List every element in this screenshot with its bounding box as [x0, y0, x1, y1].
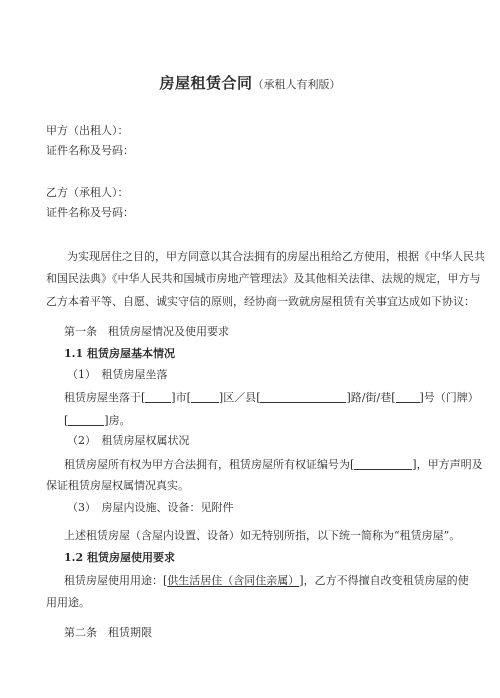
item-3-label: （3） 房屋内设施、设备：见附件: [67, 501, 234, 514]
ownership-prefix: 租赁房屋所有权为甲方合法拥有，租赁房屋所有权证编号为: [64, 458, 350, 471]
road-blank[interactable]: [260, 390, 346, 403]
party-b-label: 乙方（承租人）：: [46, 186, 129, 199]
usage-value[interactable]: 供生活居住（含同住亲属）: [167, 574, 300, 587]
item-1-label: （1） 租赁房屋坐落: [67, 368, 168, 381]
room-blank[interactable]: [68, 413, 104, 426]
district-blank[interactable]: [191, 390, 219, 403]
preamble-line-1: 为实现居住之目的，甲方同意以其合法拥有的房屋出租给乙方使用，根据《中华人民共: [67, 250, 485, 263]
title-main: 房屋租赁合同: [159, 74, 253, 92]
party-b-id-label: 证件名称及号码：: [46, 206, 134, 219]
address-room-line: [ ]房。: [64, 414, 131, 427]
address-road-suffix: 路/街/巷: [350, 391, 392, 404]
address-line: 租赁房屋坐落于[ ]市[ ]区／县[ ]路/街/巷[ ]号（门牌）: [64, 391, 479, 404]
certificate-number-blank[interactable]: [354, 457, 412, 470]
article-2-heading: 第二条 租赁期限: [64, 626, 152, 639]
document-title: [0, 72, 500, 93]
usage-prefix: 租赁房屋使用用途：: [64, 574, 163, 587]
usage-suffix: ，乙方不得擅自改变租赁房屋的使: [303, 574, 469, 587]
address-city-suffix: 市: [175, 391, 187, 404]
address-prefix: 租赁房屋坐落于: [64, 391, 141, 404]
section-1-1-heading: 1.1 租赁房屋基本情况: [64, 347, 175, 360]
ownership-line-1: 租赁房屋所有权为甲方合法拥有，租赁房屋所有权证编号为[ ]，甲方声明及: [64, 458, 483, 471]
usage-line-1: 租赁房屋使用用途：[供生活居住（含同住亲属）]，乙方不得擅自改变租赁房屋的使: [64, 574, 469, 587]
party-a-label: 甲方（出租人）：: [46, 124, 129, 137]
summary-line: 上述租赁房屋（含屋内设置、设备）如无特别所指，以下统一简称为“租赁房屋”。: [64, 529, 461, 542]
preamble-line-3: 乙方本着平等、自愿、诚实守信的原则，经协商一致就房屋租赁有关事宜达成如下协议：: [46, 295, 475, 308]
address-room-suffix: 房。: [108, 414, 131, 427]
address-district-suffix: 区／县: [223, 391, 257, 404]
preamble-line-2: 和国民法典》《中华人民共和国城市房地产管理法》及其他相关法律、法规的规定，甲方与: [46, 272, 481, 285]
title-subtitle: （承租人有利版）: [252, 78, 341, 91]
number-blank[interactable]: [396, 390, 420, 403]
item-2-label: （2） 租赁房屋权属状况: [67, 434, 190, 447]
city-blank[interactable]: [145, 390, 171, 403]
usage-line-2: 用用途。: [46, 596, 90, 609]
address-number-suffix: 号（门牌）: [423, 391, 479, 404]
ownership-suffix: ，甲方声明及: [416, 458, 483, 471]
article-1-heading: 第一条 租赁房屋情况及使用要求: [64, 325, 229, 338]
party-a-id-label: 证件名称及号码：: [46, 144, 134, 157]
ownership-line-2: 保证租赁房屋权属情况真实。: [46, 479, 189, 492]
section-1-2-heading: 1.2 租赁房屋使用要求: [64, 551, 175, 564]
